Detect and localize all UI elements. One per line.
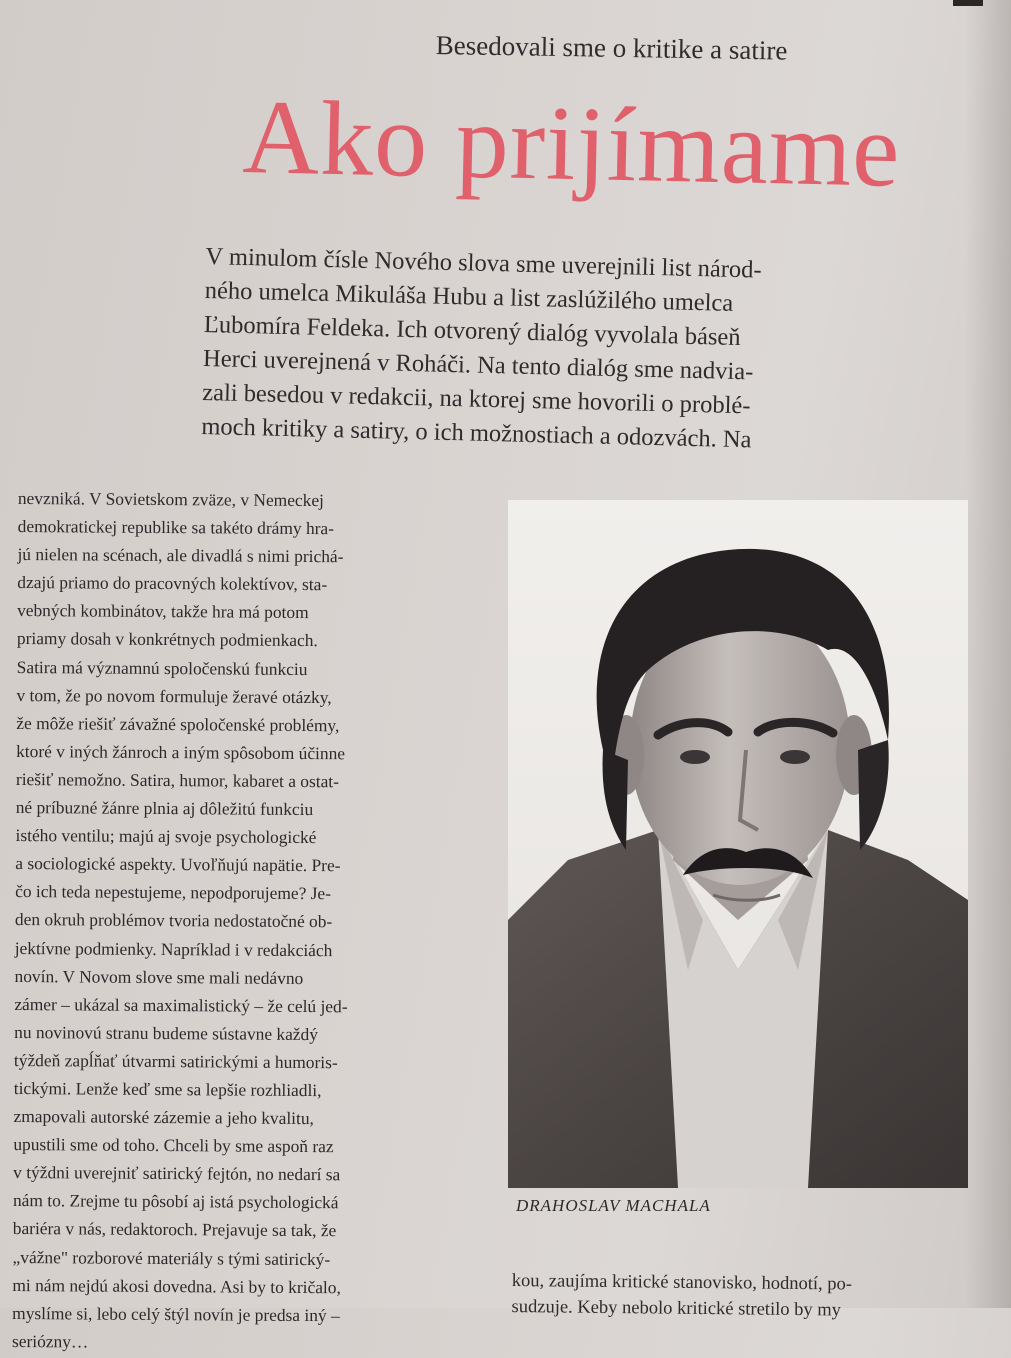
article-headline: Ako prijímame — [241, 78, 902, 209]
right-column-text — [511, 1268, 992, 1325]
column-line: seriózny… — [11, 1330, 89, 1352]
column-line: tickými. Lenže keď sme sa lepšie rozhliadli, — [13, 1077, 322, 1101]
column-line: že môže riešiť závažné spoločenské problémy, — [16, 712, 340, 735]
column-line: v tom, že po novom formuluje žeravé otázky, — [16, 684, 332, 707]
column-line: kou, zaujíma kritické stanovisko, hodnotí, po- — [511, 1270, 853, 1295]
column-line: istého ventilu; majú aj svoje psychologické — [15, 825, 317, 848]
column-line: sudzuje. Keby nebolo kritické stretilo by my — [511, 1296, 842, 1321]
portrait-photo — [508, 500, 968, 1188]
page-edge-shadow — [965, 0, 1011, 1308]
lead-line: Ľubomíra Feldeka. Ich otvorený dialóg vyvolala báseň — [203, 310, 741, 352]
column-line: bariéra v nás, redaktoroch. Prejavuje sa tak, že — [12, 1218, 337, 1241]
column-line: zámer – ukázal sa maximalistický – že celú jed- — [14, 993, 348, 1017]
column-line: jú nielen na scénach, ale divadlá s nimi prichá- — [17, 544, 344, 567]
lead-line: ného umelca Mikuláša Hubu a list zaslúžilého umelca — [204, 276, 734, 317]
column-line: „vážne" rozborové materiály s tými satirický- — [12, 1246, 331, 1269]
column-line: zmapovali autorské zázemie a jeho kvalitu, — [13, 1106, 315, 1129]
column-line: a sociologické aspekty. Uvoľňujú napätie. Pre- — [15, 853, 341, 876]
column-line: jektívne podmienky. Napríklad i v redakciách — [14, 937, 333, 960]
column-line: Satira má významnú spoločenskú funkciu — [16, 656, 308, 679]
article-kicker: Besedovali sme o kritike a satire — [435, 30, 788, 66]
lead-line: moch kritiky a satiry, o ich možnostiach a odozvách. Na — [201, 412, 752, 454]
photo-caption: DRAHOSLAV MACHALA — [516, 1196, 711, 1215]
column-line: nám to. Zrejme tu pôsobí aj istá psychologická — [12, 1190, 339, 1213]
column-line: mi nám nejdú akosi dovedna. Asi by to kričalo, — [12, 1274, 341, 1297]
column-line: novín. V Novom slove sme mali nedávno — [14, 965, 304, 988]
column-line: nu novinovú stranu budeme sústavne každý — [14, 1021, 319, 1044]
column-line: demokratickej republike sa takéto drámy hra- — [17, 516, 335, 539]
column-line: dzajú priamo do pracovných kolektívov, sta- — [17, 572, 328, 595]
lead-line: V minulom čísle Nového slova sme uverejnili list národ- — [205, 242, 762, 284]
column-line: upustili sme od toho. Chceli by sme aspoň raz — [13, 1134, 334, 1157]
column-line: né príbuzné žánre plnia aj dôležitú funkciu — [15, 797, 314, 820]
column-line: myslíme si, lebo celý štýl novín je predsa iný – — [12, 1302, 340, 1325]
corner-rule — [953, 0, 983, 6]
column-line: čo ich teda nepestujeme, nepodporujeme? Je- — [15, 881, 332, 904]
column-line: týždeň zapĺňať útvarmi satirickými a humoris- — [13, 1049, 338, 1073]
column-line: vebných kombinátov, takže hra má potom — [17, 600, 309, 623]
lead-line: Herci uverejnená v Roháči. Na tento dialóg sme nadvia- — [202, 344, 754, 386]
column-line: nevzniká. V Sovietskom zväze, v Nemeckej — [17, 487, 324, 511]
column-line: den okruh problémov tvoria nedostatočné ob- — [14, 909, 333, 932]
lead-line: zali besedou v redakcii, na ktorej sme hovorili o problé- — [201, 378, 751, 420]
column-line: ktoré v iných žánroch a iným spôsobom účinne — [16, 740, 346, 764]
article-lead — [201, 240, 950, 462]
column-line: riešiť nemožno. Satira, humor, kabaret a ostat- — [15, 768, 340, 792]
column-line: v týždni uverejniť satirický fejtón, no nedarí sa — [13, 1162, 341, 1185]
column-line: priamy dosah v konkrétnych podmienkach. — [16, 628, 318, 651]
left-column-text — [12, 484, 488, 1358]
